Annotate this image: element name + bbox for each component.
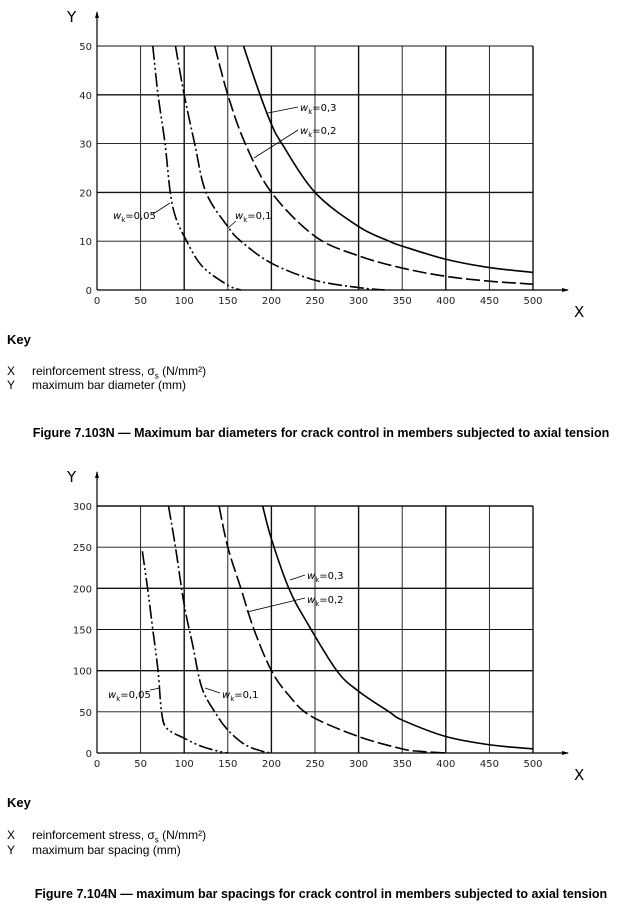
x-tick-label: 200	[261, 296, 281, 307]
series-label: $w_k=0,05$	[108, 690, 151, 703]
y-tick-label: 300	[72, 502, 92, 513]
label-leader-line	[205, 688, 220, 693]
x-axis-label: X	[574, 303, 585, 321]
key-symbol: X	[7, 364, 16, 378]
y-tick-label: 30	[79, 139, 92, 151]
x-tick-label: 400	[436, 296, 456, 307]
y-tick-label: 20	[79, 188, 92, 200]
x-tick-label: 150	[218, 296, 238, 307]
x-tick-label: 400	[436, 759, 456, 770]
chart-max-bar-diameter	[0, 0, 642, 325]
y-tick-label: 50	[79, 42, 92, 53]
x-tick-label: 150	[218, 759, 238, 770]
key-symbol: X	[7, 828, 16, 842]
series-line-wk=0,05	[142, 551, 227, 753]
y-tick-label: 100	[72, 666, 92, 678]
y-tick-label: 10	[79, 237, 92, 249]
series-label: $w_k=0,1$	[235, 211, 272, 224]
x-axis-arrow-icon	[562, 751, 569, 755]
key-x	[7, 828, 206, 844]
x-tick-label: 500	[523, 296, 543, 307]
x-tick-label: 250	[305, 759, 325, 770]
series-line-wk=0,2	[215, 46, 533, 284]
x-tick-label: 200	[261, 759, 281, 770]
y-tick-label: 40	[79, 90, 92, 102]
label-leader-line	[228, 221, 236, 228]
key-unit: (N/mm²)	[158, 364, 207, 378]
series-label: $w_k=0,3$	[300, 103, 337, 116]
figure-caption: Figure 7.103N — Maximum bar diameters for crack control in members subjected to axial tension	[32, 426, 610, 440]
key-sub: s	[154, 835, 159, 845]
x-tick-label: 100	[174, 759, 194, 770]
series-label: $w_k=0,05$	[113, 211, 156, 224]
label-leader-line	[268, 107, 298, 113]
series-label: $w_k=0,3$	[307, 571, 344, 584]
series-label: $w_k=0,2$	[307, 595, 344, 608]
y-tick-label: 200	[72, 584, 92, 596]
label-leader-line	[150, 688, 160, 690]
x-tick-label: 0	[93, 759, 101, 770]
x-tick-label: 350	[392, 296, 412, 307]
x-tick-label: 0	[93, 296, 101, 307]
x-tick-label: 300	[349, 296, 369, 307]
y-tick-label: 0	[85, 286, 92, 297]
key-text: reinforcement stress, σ	[32, 364, 155, 378]
key-title: Key	[7, 332, 31, 347]
key-title: Key	[7, 795, 31, 810]
x-axis-arrow-icon	[562, 288, 569, 292]
y-axis-arrow-icon	[95, 471, 99, 478]
key-y	[7, 378, 186, 392]
key-text: maximum bar spacing (mm)	[32, 843, 181, 857]
label-leader-line	[290, 575, 305, 580]
series-label: $w_k=0,1$	[222, 690, 259, 703]
key-symbol: Y	[7, 378, 16, 392]
y-tick-label: 150	[72, 625, 92, 637]
series-label: $w_k=0,2$	[300, 126, 337, 139]
y-tick-label: 0	[85, 749, 92, 760]
x-tick-label: 50	[134, 296, 147, 307]
x-tick-label: 350	[392, 759, 412, 770]
x-tick-label: 450	[479, 296, 499, 307]
x-tick-label: 450	[479, 759, 499, 770]
key-sub: s	[154, 371, 159, 381]
figure-caption: Figure 7.104N — maximum bar spacings for crack control in members subjected to axial tension	[34, 887, 608, 901]
x-tick-label: 250	[305, 296, 325, 307]
y-axis-arrow-icon	[95, 11, 99, 18]
y-axis-label: Y	[67, 8, 77, 26]
key-y	[7, 843, 181, 857]
key-text: maximum bar diameter (mm)	[32, 378, 187, 392]
key-text: reinforcement stress, σ	[32, 828, 155, 842]
series-line-wk=0,3	[263, 506, 533, 749]
y-tick-label: 50	[79, 707, 92, 719]
x-tick-label: 500	[523, 759, 543, 770]
y-tick-label: 250	[72, 543, 92, 555]
x-tick-label: 100	[174, 296, 194, 307]
x-axis-label: X	[574, 766, 585, 784]
x-tick-label: 300	[349, 759, 369, 770]
x-tick-label: 50	[134, 759, 147, 770]
key-symbol: Y	[7, 843, 16, 857]
chart-max-bar-spacing	[0, 460, 642, 785]
y-axis-label: Y	[67, 468, 77, 486]
key-unit: (N/mm²)	[158, 828, 207, 842]
